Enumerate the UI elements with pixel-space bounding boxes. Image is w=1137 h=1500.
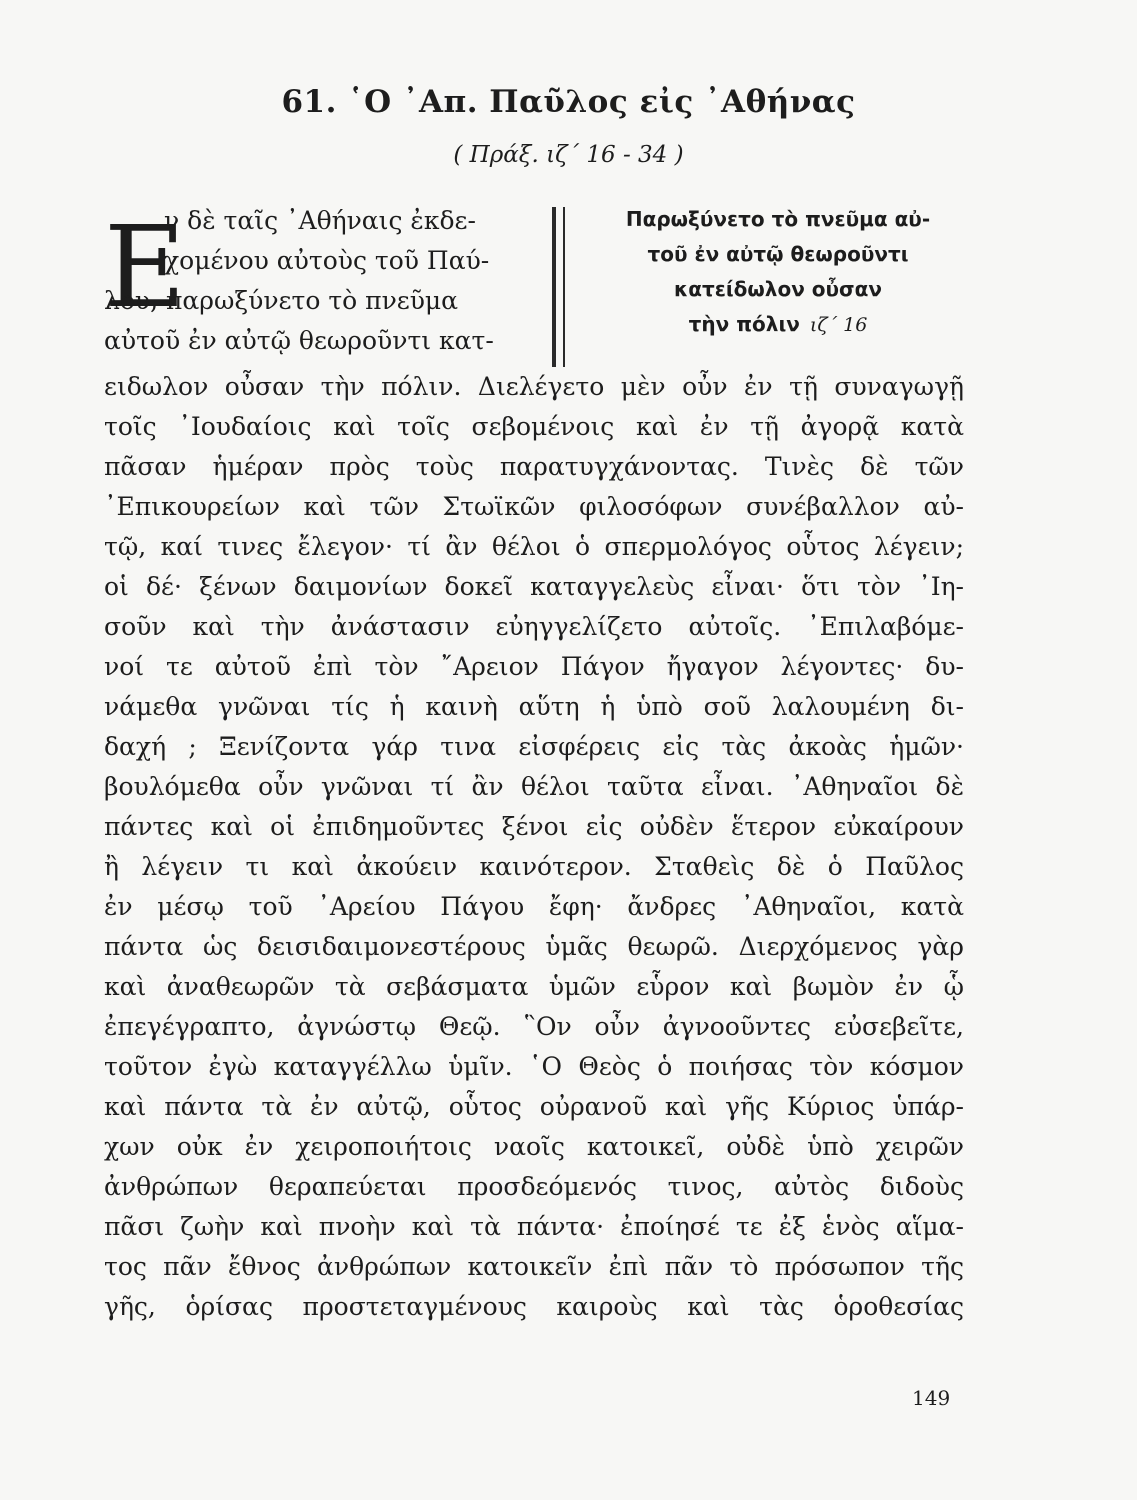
- sidenote-box: [578, 202, 978, 342]
- body-line: καὶ πάντα τὰ ἐν αὐτῷ, οὗτος οὐρανοῦ καὶ γῆς Κύριος ὑπάρ-: [104, 1092, 964, 1121]
- body-line: πᾶσι ζωὴν καὶ πνοὴν καὶ τὰ πάντα· ἐποίησέ τε ἐξ ἑνὸς αἵμα-: [104, 1212, 964, 1241]
- body-line: πάντες καὶ οἱ ἐπιδημοῦντες ξένοι εἰς οὐδὲν ἕτερον εὐκαίρουν: [104, 812, 964, 841]
- drop-cap-letter: Ε: [104, 203, 186, 333]
- body-line: τοῦτον ἐγὼ καταγγέλλω ὑμῖν. ῾Ο Θεὸς ὁ ποιήσας τὸν κόσμον: [104, 1052, 964, 1081]
- sidenote-line: Παρωξύνετο τὸ πνεῦμα αὐ-: [625, 207, 931, 231]
- body-line: ἐπεγέγραπτο, ἀγνώστῳ Θεῷ. ῝Ον οὖν ἀγνοοῦντες εὐσεβεῖτε,: [104, 1012, 964, 1041]
- body-line: ειδωλον οὖσαν τὴν πόλιν. Διελέγετο μὲν οὖν ἐν τῇ συναγωγῇ: [104, 372, 964, 401]
- body-line: τῷ, καί τινες ἔλεγον· τί ἂν θέλοι ὁ σπερμολόγος οὗτος λέγειν;: [104, 532, 964, 561]
- body-line: σοῦν καὶ τὴν ἀνάστασιν εὐηγγελίζετο αὐτοῖς. ᾿Επιλαβόμε-: [104, 612, 964, 641]
- body-line: οἱ δέ· ξένων δαιμονίων δοκεῖ καταγγελεὺς εἶναι· ὅτι τὸν ᾿Ιη-: [104, 572, 964, 601]
- intro-line: χομένου αὐτοὺς τοῦ Παύ-: [164, 246, 490, 275]
- body-line: βουλόμεθα οὖν γνῶναι τί ἂν θέλοι ταῦτα εἶναι. ᾿Αθηναῖοι δὲ: [104, 772, 964, 801]
- body-line: νοί τε αὐτοῦ ἐπὶ τὸν ῎Αρειον Πάγον ἤγαγον λέγοντες· δυ-: [104, 652, 964, 681]
- sidenote-line: τοῦ ἐν αὐτῷ θεωροῦντι: [647, 242, 909, 266]
- sidenote-line: κατείδωλον οὖσαν: [674, 277, 882, 301]
- page-number: 149: [912, 1386, 951, 1410]
- sidenote-divider-thin: [563, 207, 565, 367]
- sidenote-divider-thick: [552, 207, 556, 367]
- intro-line: λου, παρωξύνετο τὸ πνεῦμα: [104, 286, 459, 315]
- intro-line: αὐτοῦ ἐν αὐτῷ θεωροῦντι κατ-: [104, 326, 494, 355]
- body-line: χων οὐκ ἐν χειροποιήτοις ναοῖς κατοικεῖ, οὐδὲ ὑπὸ χειρῶν: [104, 1132, 964, 1161]
- scripture-reference: ( Πράξ. ιζ΄ 16 - 34 ): [453, 142, 684, 168]
- chapter-title: 61. ῾Ο ᾿Απ. Παῦλος εἰς ᾿Αθήνας: [281, 84, 856, 120]
- body-line: πάντα ὡς δεισιδαιμονεστέρους ὑμᾶς θεωρῶ. Διερχόμενος γὰρ: [104, 932, 964, 961]
- sidenote-reference: ιζ΄ 16: [809, 314, 868, 336]
- body-line: δαχή ; Ξενίζοντα γάρ τινα εἰσφέρεις εἰς τὰς ἀκοὰς ἡμῶν·: [104, 732, 964, 761]
- body-line: ἐν μέσῳ τοῦ ᾿Αρείου Πάγου ἔφη· ἄνδρες ᾿Αθηναῖοι, κατὰ: [104, 892, 964, 921]
- body-line: ἀνθρώπων θεραπεύεται προσδεόμενός τινος, αὐτὸς διδοὺς: [104, 1172, 964, 1201]
- body-line: καὶ ἀναθεωρῶν τὰ σεβάσματα ὑμῶν εὗρον καὶ βωμὸν ἐν ᾧ: [104, 972, 964, 1001]
- sidenote-last-line: [578, 307, 978, 342]
- body-line: γῆς, ὁρίσας προστεταγμένους καιροὺς καὶ τὰς ὁροθεσίας: [104, 1292, 964, 1321]
- body-line: ἢ λέγειν τι καὶ ἀκούειν καινότερον. Σταθεὶς δὲ ὁ Παῦλος: [104, 852, 964, 881]
- intro-line: ν δὲ ταῖς ᾿Αθήναις ἐκδε-: [164, 206, 476, 235]
- body-line: τος πᾶν ἔθνος ἀνθρώπων κατοικεῖν ἐπὶ πᾶν τὸ πρόσωπον τῆς: [104, 1252, 964, 1281]
- body-line: τοῖς ᾿Ιουδαίοις καὶ τοῖς σεβομένοις καὶ ἐν τῇ ἀγορᾷ κατὰ: [104, 412, 964, 441]
- sidenote-line: τὴν πόλιν: [688, 312, 800, 336]
- body-line: νάμεθα γνῶναι τίς ἡ καινὴ αὕτη ἡ ὑπὸ σοῦ λαλουμένη δι-: [104, 692, 964, 721]
- body-line: ᾿Επικουρείων καὶ τῶν Στωϊκῶν φιλοσόφων συνέβαλλον αὐ-: [104, 492, 964, 521]
- body-line: πᾶσαν ἡμέραν πρὸς τοὺς παρατυγχάνοντας. Τινὲς δὲ τῶν: [104, 452, 964, 481]
